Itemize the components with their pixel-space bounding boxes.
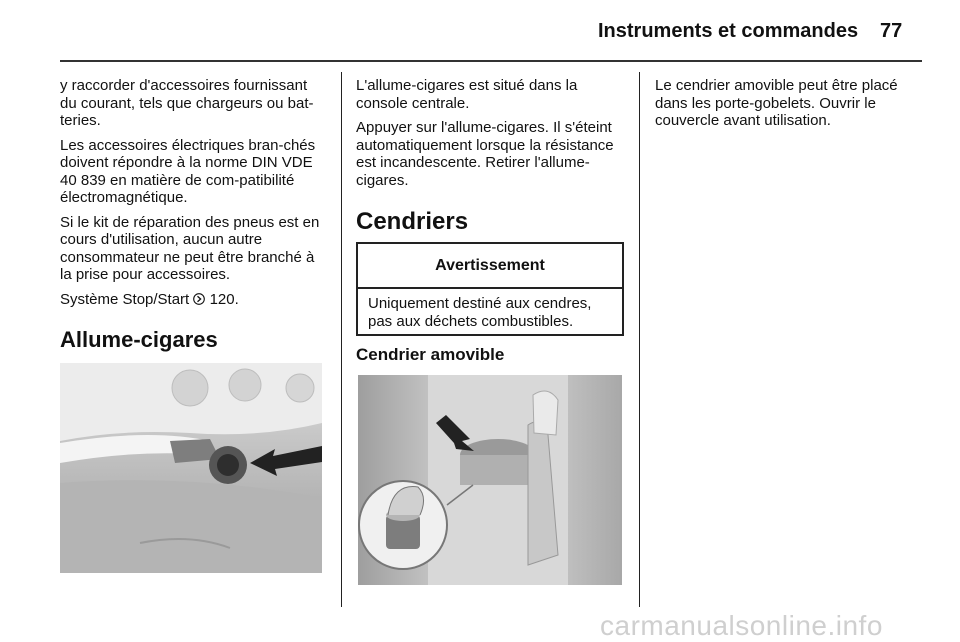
watermark: carmanualsonline.info: [600, 610, 883, 641]
paragraph: Appuyer sur l'allume-cigares. Il s'éteint automatiquement lorsque la résistance est incandescente. Retirer l'allume-cigares.: [356, 119, 614, 189]
warning-text: Uniquement destiné aux cendres, pas aux déchets combustibles.: [368, 295, 592, 330]
page-header: [0, 0, 960, 62]
column-1: [60, 77, 326, 315]
reference-page: 120.: [209, 290, 239, 308]
ashtray-illustration: [358, 375, 622, 585]
column-2: [356, 77, 624, 196]
header-divider: [60, 60, 922, 62]
section-title: Instruments et commandes: [598, 20, 859, 42]
reference-text: Système Stop/Start: [60, 290, 190, 308]
cross-reference: [60, 291, 326, 309]
paragraph: L'allume-cigares est situé dans la console centrale.: [356, 77, 578, 112]
paragraph: Si le kit de réparation des pneus est en cours d'utilisation, aucun autre consommateur ne peut être branché à la prise pour accessoires.: [60, 213, 320, 283]
column-3: [655, 77, 923, 137]
warning-title: Avertissement: [358, 244, 622, 289]
paragraph: y raccorder d'accessoires fournissant du courant, tels que chargeurs ou bat-teries.: [60, 77, 314, 129]
heading-cendriers: Cendriers: [356, 208, 469, 235]
paragraph: Le cendrier amovible peut être placé dans les porte-gobelets. Ouvrir le couvercle avant utilisation.: [655, 77, 898, 129]
paragraph: Les accessoires électriques bran-chés doivent répondre à la norme DIN VDE 40 839 en matière de com-patibilité électromagnétique.: [60, 136, 316, 206]
warning-box: [356, 242, 624, 336]
column-divider: [639, 72, 640, 607]
column-divider: [341, 72, 342, 607]
reference-arrow-icon: [193, 293, 205, 305]
heading-allume-cigares: Allume-cigares: [60, 327, 218, 352]
cigar-lighter-illustration: [60, 363, 322, 573]
heading-cendrier-amovible: Cendrier amovible: [356, 345, 505, 364]
page-number: 77: [880, 20, 903, 42]
